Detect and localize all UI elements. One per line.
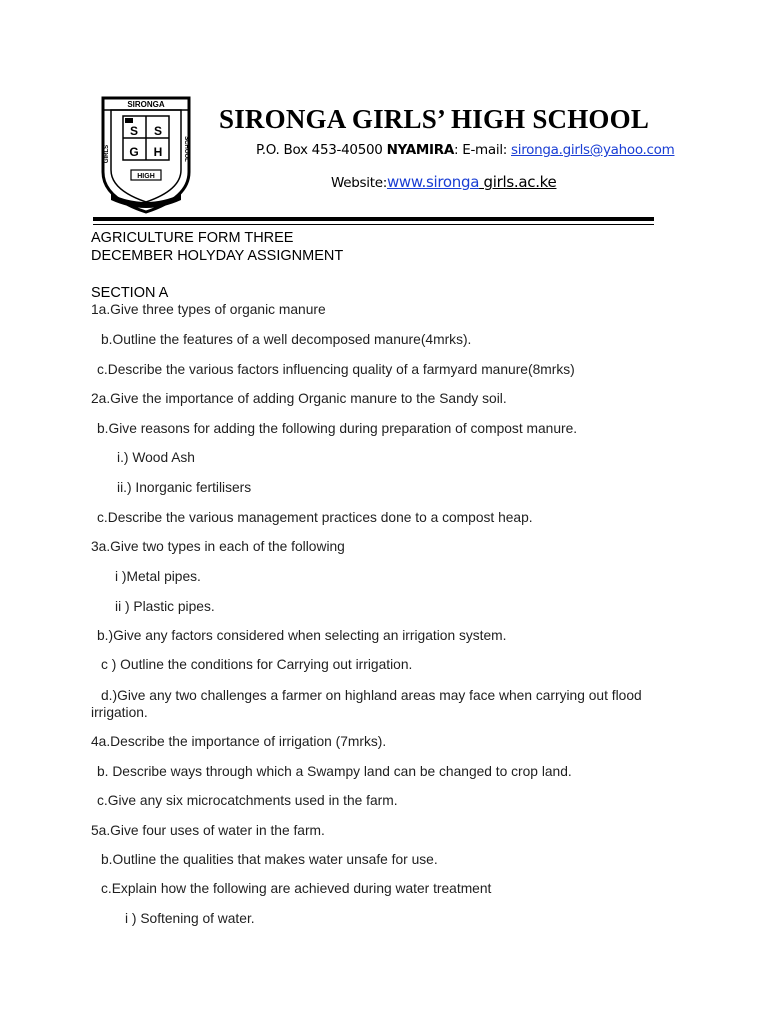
crest-top-text: SIRONGA [127,100,165,109]
crest-bottom-text: HIGH [137,173,155,180]
question-item: b. Describe ways through which a Swampy land can be changed to crop land. [97,764,572,779]
question-item: 2a.Give the importance of adding Organic manure to the Sandy soil. [91,391,507,406]
document-title-line1: AGRICULTURE FORM THREE [91,230,294,246]
question-item: i ) Softening of water. [125,911,255,926]
question-item: 3a.Give two types in each of the following [91,539,345,554]
crest-left-text: GIRLS [104,144,110,164]
question-item: ii.) Inorganic fertilisers [117,480,252,495]
question-item: c.Give any six microcatchments used in the farm. [97,793,398,808]
crest-letter: S [153,124,163,138]
crest-shield-icon [97,94,195,218]
school-name: SIRONGA GIRLS’ HIGH SCHOOL [219,104,650,134]
question-item: c.Explain how the following are achieved during water treatment [101,881,492,896]
po-box: P.O. Box 453-40500 [256,142,383,158]
crest-letter: S [129,124,139,138]
question-item: ii ) Plastic pipes. [115,599,215,614]
school-website [331,173,631,191]
question-item: d.)Give any two challenges a farmer on highland areas may face when carrying out flood irrigation. [91,688,642,720]
town: NYAMIRA [386,142,454,158]
question-item: b.Outline the features of a well decomposed manure(4mrks). [101,332,472,347]
question-item: i )Metal pipes. [115,569,201,584]
header-divider-thin [93,224,654,225]
question-item: c.Describe the various factors influencing quality of a farmyard manure(8mrks) [97,362,575,377]
crest-letter: G [129,145,139,159]
crest-letter: H [153,145,163,159]
question-item: 1a.Give three types of organic manure [91,302,326,317]
header-divider [93,217,654,221]
question-item: i.) Wood Ash [117,450,195,465]
school-address [256,142,675,158]
email-link[interactable]: sironga.girls@yahoo.com [511,142,675,158]
document-title-line2: DECEMBER HOLYDAY ASSIGNMENT [91,248,344,264]
website-link[interactable]: www.sironga [386,173,480,191]
website-label: Website: [331,175,387,191]
question-item: b.Give reasons for adding the following during preparation of compost manure. [97,421,578,436]
email-label: : E-mail: [454,142,512,158]
question-item: c ) Outline the conditions for Carrying out irrigation. [101,657,413,672]
question-item: 4a.Describe the importance of irrigation (7mrks). [91,734,387,749]
school-crest [97,94,195,218]
website-link-rest[interactable]: girls.ac.ke [479,173,557,191]
crest-right-text: SCHOOL [183,136,189,162]
question-item: b.)Give any factors considered when selecting an irrigation system. [97,628,507,643]
section-heading: SECTION A [91,285,169,301]
question-item: b.Outline the qualities that makes water unsafe for use. [101,852,438,867]
question-item: c.Describe the various management practices done to a compost heap. [97,510,533,525]
question-item: 5a.Give four uses of water in the farm. [91,823,325,838]
